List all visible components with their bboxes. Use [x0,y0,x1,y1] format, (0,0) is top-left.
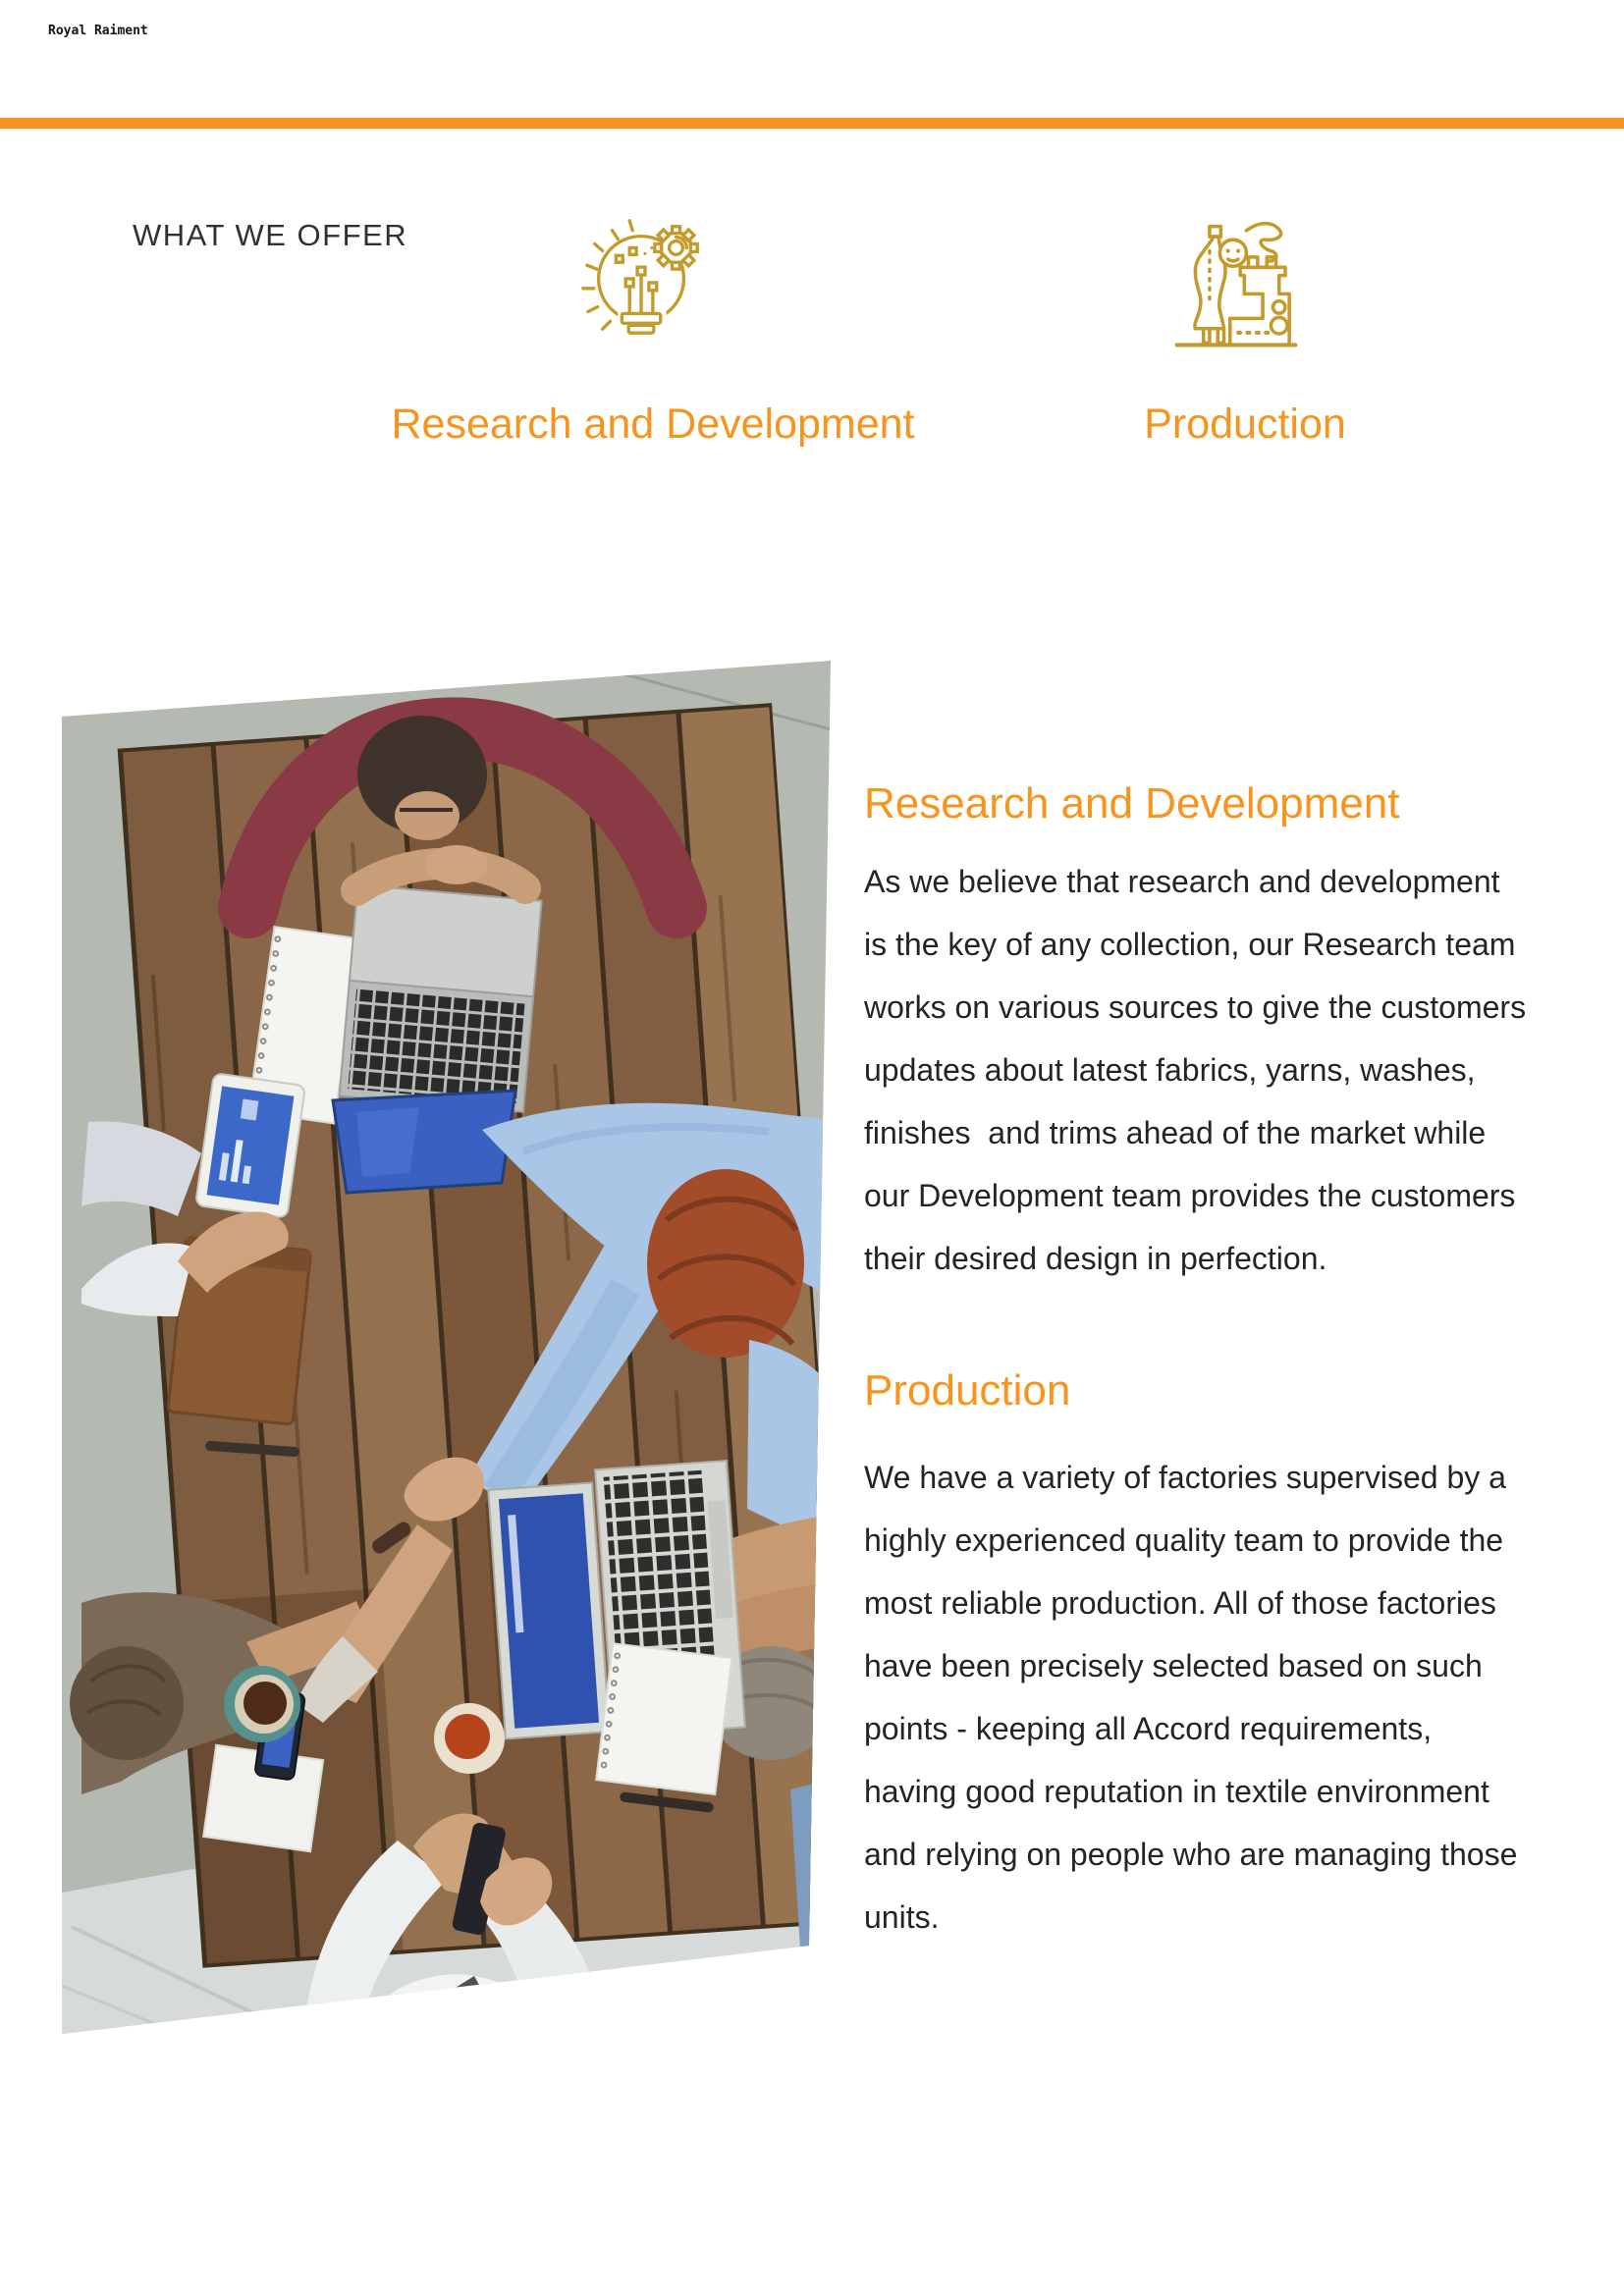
paragraph-line: having good reputation in textile environment [864,1774,1489,1809]
sewing-machine-icon [1164,210,1308,359]
paragraph-line: highly experienced quality team to provide the [864,1522,1504,1558]
paragraph-line: works on various sources to give the customers [864,989,1527,1025]
paragraph-line: most reliable production. All of those factories [864,1585,1496,1621]
paragraph-line: their desired design in perfection. [864,1241,1327,1276]
paragraph-line: is the key of any collection, our Research team [864,927,1516,962]
paragraph-line: and relying on people who are managing those [864,1837,1518,1872]
article-paragraph-production [864,1446,1581,1949]
paragraph-line: We have a variety of factories supervised by a [864,1460,1506,1495]
paragraph-line: updates about latest fabrics, yarns, washes, [864,1052,1476,1088]
offer-label-production: Production [1144,400,1346,448]
article-heading-production: Production [864,1366,1071,1415]
paragraph-line: As we believe that research and development [864,864,1500,899]
paragraph-line: have been precisely selected based on such [864,1648,1483,1683]
paragraph-line: points - keeping all Accord requirements, [864,1711,1433,1746]
offer-label-research-development: Research and Development [391,400,915,448]
paragraph-line: units. [864,1899,940,1935]
brand-logo: Royal Raiment [48,24,148,38]
idea-gear-icon [575,204,711,351]
paragraph-line: our Development team provides the customers [864,1178,1516,1213]
paragraph-line: finishes and trims ahead of the market while [864,1115,1487,1150]
section-title: WHAT WE OFFER [133,218,408,252]
article-heading-research-development: Research and Development [864,779,1400,828]
accent-bar [0,118,1624,129]
meeting-photo [62,661,831,2034]
article-paragraph-research-development [864,850,1581,1290]
